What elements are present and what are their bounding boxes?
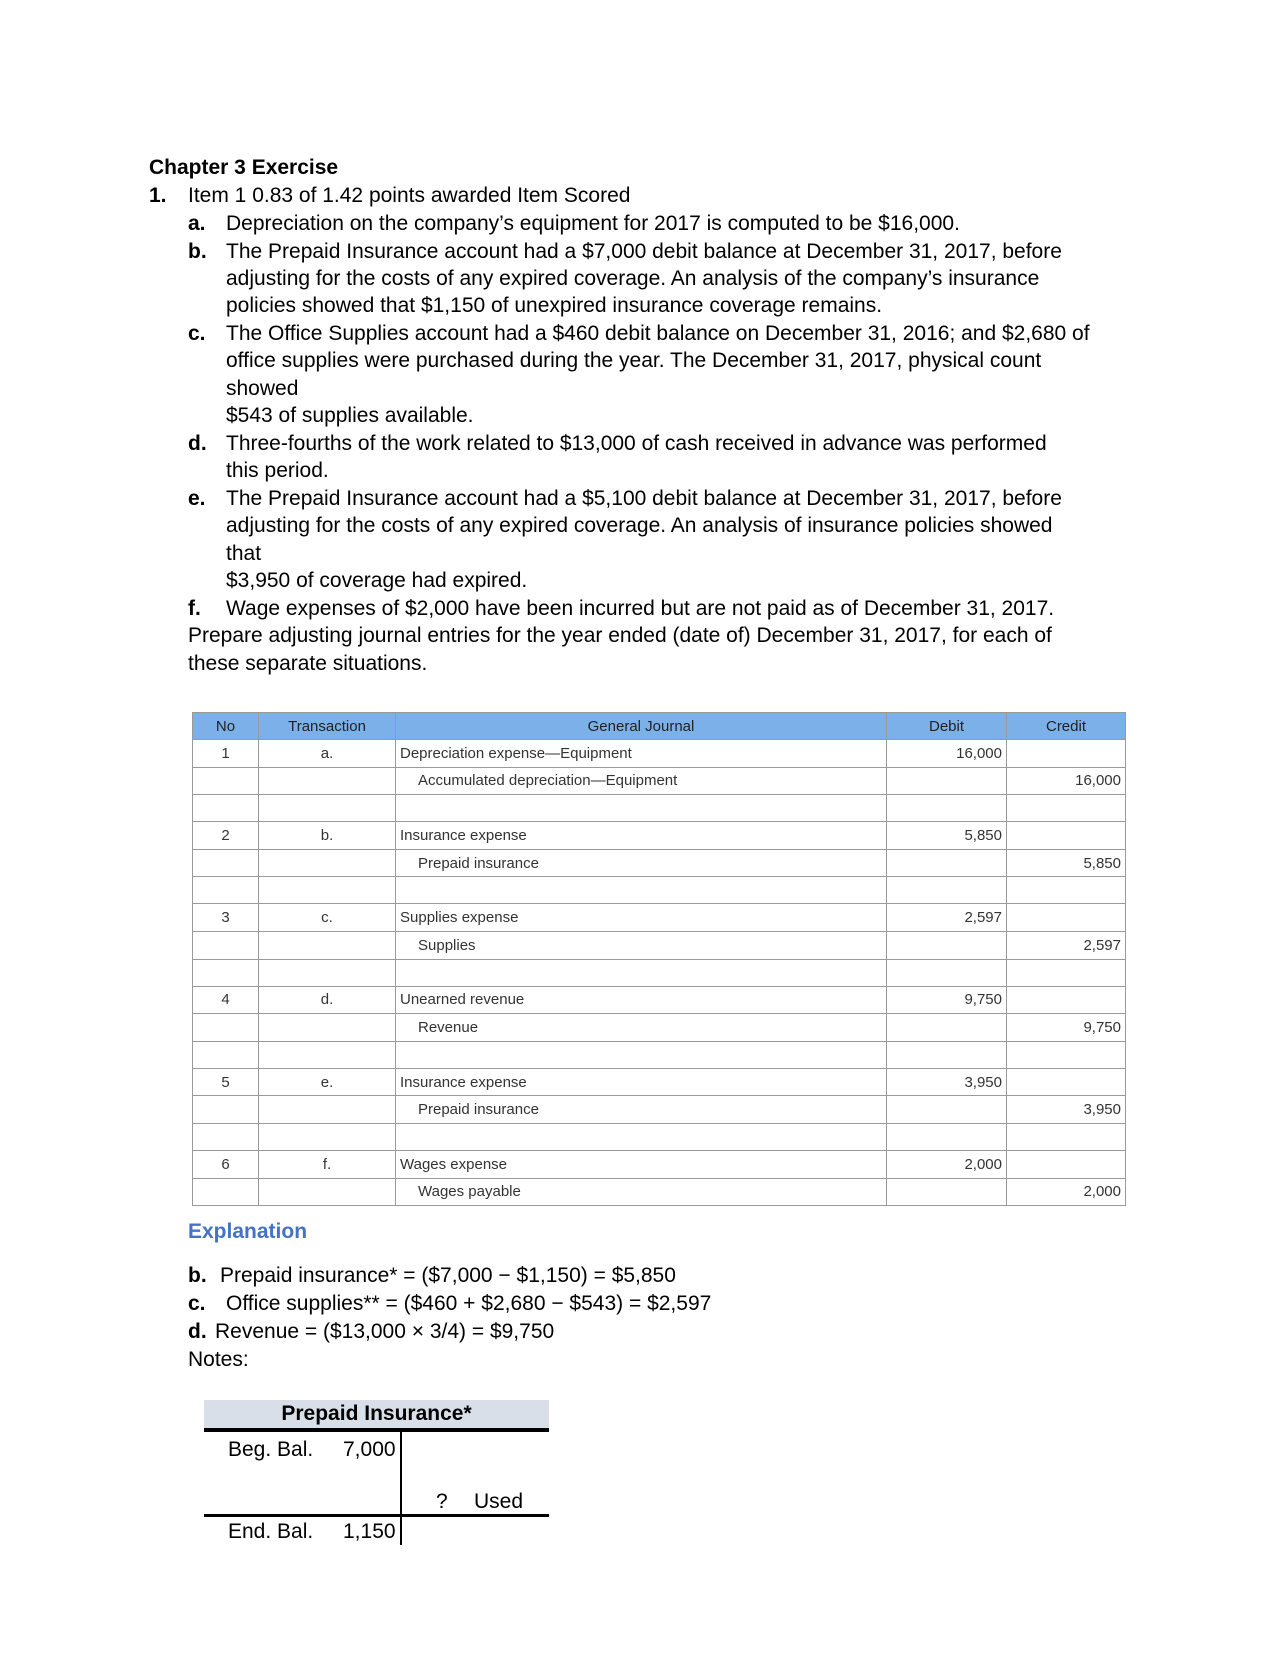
used-label: Used [474,1490,524,1513]
credit-amount: 2,597 [1007,931,1126,959]
situation-e-line: The Prepaid Insurance account had a $5,100 debit balance at December 31, 2017, before [226,487,1062,510]
journal-blank-row [193,959,1126,986]
instruction-line: these separate situations. [188,652,428,675]
entry-no: 5 [193,1068,259,1096]
entry-transaction: b. [259,822,396,850]
explanation-heading: Explanation [188,1220,308,1243]
journal-debit-row [193,1150,1126,1178]
situation-c-label: c. [188,322,206,345]
situation-e-line: adjusting for the costs of any expired coverage. An analysis of insurance policies showed [226,514,1053,537]
col-header-general-journal: General Journal [396,713,887,740]
entry-no: 2 [193,822,259,850]
explanation-d-text: Revenue = ($13,000 × 3/4) = $9,750 [215,1320,555,1343]
journal-debit-row [193,986,1126,1014]
credit-amount: 5,850 [1007,849,1126,877]
col-header-credit: Credit [1007,713,1126,740]
credit-amount: 16,000 [1007,767,1126,795]
journal-debit-row [193,822,1126,850]
journal-debit-row [193,904,1126,932]
debit-account: Insurance expense [396,1068,887,1096]
col-header-transaction: Transaction [259,713,396,740]
notes-label: Notes: [188,1348,249,1371]
credit-account: Accumulated depreciation—Equipment [396,767,887,795]
situation-d-line: this period. [226,459,329,482]
debit-account: Wages expense [396,1150,887,1178]
entry-transaction: e. [259,1068,396,1096]
situation-b-label: b. [188,240,207,263]
debit-amount: 2,000 [887,1150,1007,1178]
debit-amount: 3,950 [887,1068,1007,1096]
situation-a-label: a. [188,212,206,235]
end-bal-value: 1,150 [343,1520,396,1543]
entry-no: 1 [193,740,259,768]
journal-credit-row [193,1096,1126,1124]
situation-c-line: The Office Supplies account had a $460 debit balance on December 31, 2016; and $2,680 of [226,322,1090,345]
credit-amount: 2,000 [1007,1178,1126,1206]
situation-a-line: Depreciation on the company’s equipment for 2017 is computed to be $16,000. [226,212,960,235]
credit-account: Revenue [396,1014,887,1042]
general-journal-table [192,712,1126,1206]
situation-b-line: policies showed that $1,150 of unexpired insurance coverage remains. [226,294,883,317]
journal-blank-row [193,877,1126,904]
chapter-title: Chapter 3 Exercise [149,156,339,179]
debit-amount: 2,597 [887,904,1007,932]
situation-d-line: Three-fourths of the work related to $13,000 of cash received in advance was performed [226,432,1047,455]
entry-transaction: f. [259,1150,396,1178]
journal-credit-row [193,931,1126,959]
credit-account: Supplies [396,931,887,959]
entry-no: 4 [193,986,259,1014]
entry-transaction: d. [259,986,396,1014]
item-number: 1. [149,184,167,207]
prepaid-insurance-t-account [204,1400,549,1545]
entry-no: 6 [193,1150,259,1178]
situation-e-line: that [226,542,262,565]
journal-blank-row [193,1123,1126,1150]
credit-account: Prepaid insurance [396,1096,887,1124]
end-bal-label: End. Bal. [228,1520,314,1543]
credit-account: Prepaid insurance [396,849,887,877]
explanation-b-label: b. [188,1264,207,1287]
situation-e-line: $3,950 of coverage had expired. [226,569,528,592]
t-account-title: Prepaid Insurance* [204,1400,549,1428]
debit-amount: 9,750 [887,986,1007,1014]
t-account-center-rule [400,1432,402,1545]
situation-e-label: e. [188,487,206,510]
used-amount: ? [436,1490,448,1513]
entry-no: 3 [193,904,259,932]
item-header: Item 1 0.83 of 1.42 points awarded Item Scored [188,184,631,207]
situation-f-label: f. [188,597,201,620]
credit-amount: 9,750 [1007,1014,1126,1042]
journal-debit-row [193,740,1126,768]
situation-d-label: d. [188,432,207,455]
debit-account: Depreciation expense—Equipment [396,740,887,768]
explanation-c-label: c. [188,1292,206,1315]
journal-credit-row [193,1014,1126,1042]
credit-amount: 3,950 [1007,1096,1126,1124]
explanation-c-text: Office supplies** = ($460 + $2,680 − $543) = $2,597 [226,1292,712,1315]
situation-f-line: Wage expenses of $2,000 have been incurred but are not paid as of December 31, 2017. [226,597,1055,620]
journal-header-row [193,713,1126,740]
journal-credit-row [193,1178,1126,1206]
debit-account: Supplies expense [396,904,887,932]
journal-blank-row [193,1041,1126,1068]
situation-c-line: showed [226,377,299,400]
debit-amount: 16,000 [887,740,1007,768]
journal-credit-row [193,849,1126,877]
beg-bal-value: 7,000 [343,1438,396,1461]
situation-c-line: $543 of supplies available. [226,404,474,427]
entry-transaction: a. [259,740,396,768]
col-header-no: No [193,713,259,740]
journal-debit-row [193,1068,1126,1096]
debit-account: Unearned revenue [396,986,887,1014]
instruction-line: Prepare adjusting journal entries for the year ended (date of) December 31, 2017, for each of [188,624,1052,647]
beg-bal-label: Beg. Bal. [228,1438,314,1461]
debit-amount: 5,850 [887,822,1007,850]
entry-transaction: c. [259,904,396,932]
col-header-debit: Debit [887,713,1007,740]
situation-c-line: office supplies were purchased during the year. The December 31, 2017, physical count [226,349,1042,372]
explanation-b-text: Prepaid insurance* = ($7,000 − $1,150) = $5,850 [220,1264,676,1287]
t-account-top-rule [204,1428,549,1432]
journal-blank-row [193,795,1126,822]
debit-account: Insurance expense [396,822,887,850]
explanation-d-label: d. [188,1320,207,1343]
credit-account: Wages payable [396,1178,887,1206]
situation-b-line: adjusting for the costs of any expired coverage. An analysis of the company’s insurance [226,267,1040,290]
journal-credit-row [193,767,1126,795]
situation-b-line: The Prepaid Insurance account had a $7,000 debit balance at December 31, 2017, before [226,240,1062,263]
